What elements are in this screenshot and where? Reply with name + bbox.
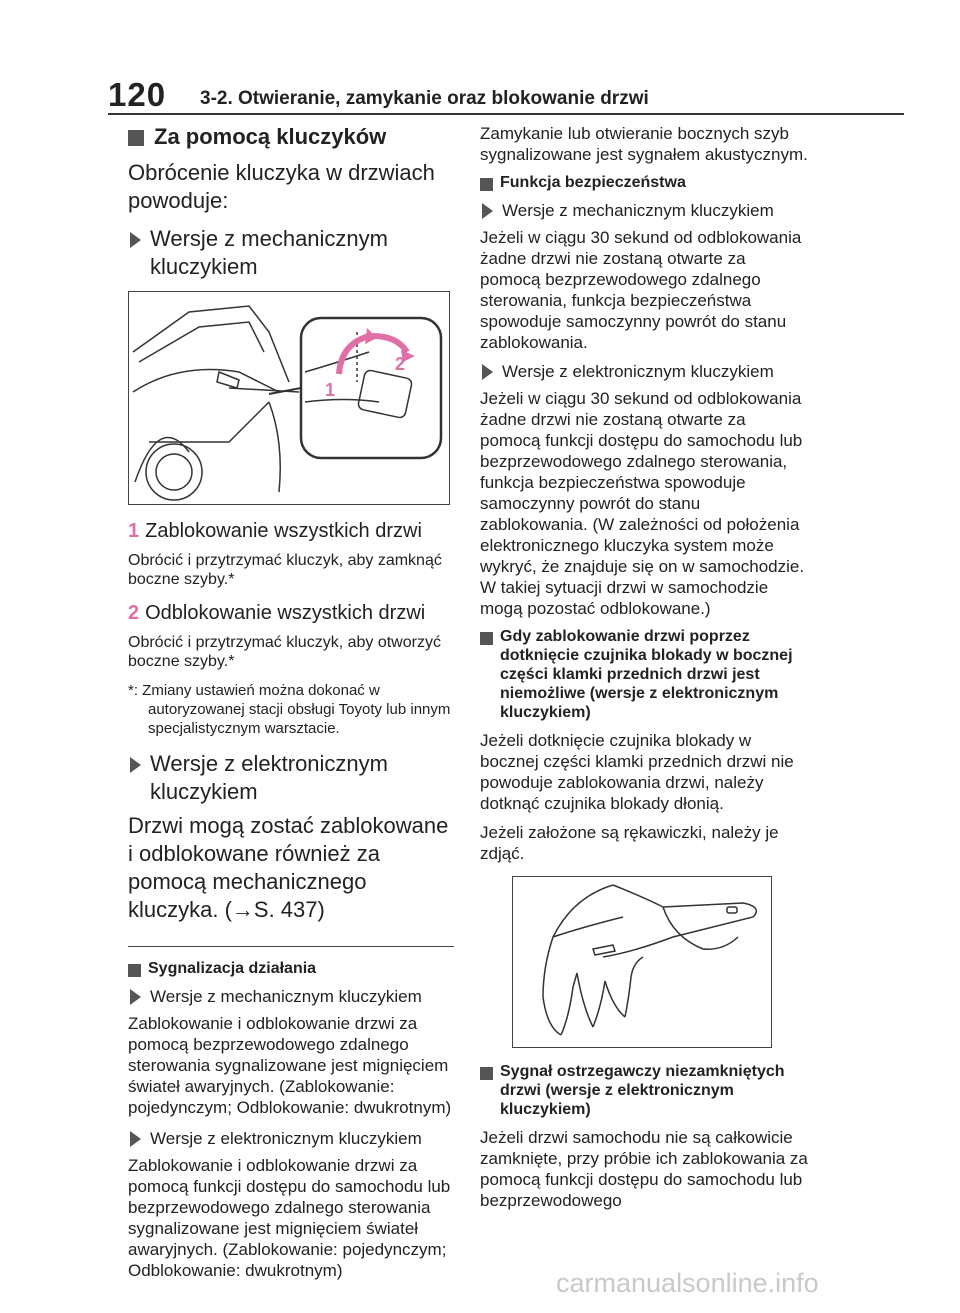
section-divider <box>128 946 454 947</box>
signal-subsection-electronic: Wersje z elektronicznym kluczykiem <box>128 1128 458 1149</box>
safety-electronic-text: Jeżeli w ciągu 30 sekund od odblokowania żadne drzwi nie zostaną otwarte za pomocą funkcji dostępu do samochodu lub bezprzewodowego zdalnego sterowania, funkcja bezpieczeństwa spowoduje samoczynny powrót do stanu zablokowania. (W zależności od położenia elektronicznego kluczyka system może wykryć, że znajduje się on w samochodzie. W takiej sytuacji drzwi w samochodzie mogą pozostać odblokowane.) <box>480 389 805 618</box>
car-door-key-drawing <box>129 292 449 504</box>
triangle-bullet-icon <box>482 203 493 219</box>
hand-on-door-handle-drawing <box>513 877 771 1047</box>
square-bullet-icon <box>480 632 493 645</box>
square-bullet-icon <box>128 130 144 146</box>
electronic-key-text: Drzwi mogą zostać zablokowane i odblokowane również za pomocą mechanicznego kluczyka. (→S. 437) <box>128 813 449 922</box>
item-1-text: Obrócić i przytrzymać kluczyk, aby zamknąć boczne szyby.* <box>128 552 442 588</box>
subsection-mechanical: Wersje z mechanicznym kluczykiem <box>128 225 458 281</box>
watermark: carmanualsonline.info <box>556 1268 819 1298</box>
right-intro-text: Zamykanie lub otwieranie bocznych szyb sygnalizowane jest sygnałem akustycznym. <box>480 124 808 164</box>
section-heading-signal: Sygnalizacja działania <box>128 959 458 978</box>
lock-sensor-text-2: Jeżeli założone są rękawiczki, należy je zdjąć. <box>480 823 779 863</box>
safety-mechanical-text: Jeżeli w ciągu 30 sekund od odblokowania żadne drzwi nie zostaną otwarte za pomocą bezprzewodowego zdalnego sterowania, funkcja bezpieczeństwa spowoduje samoczynny powrót do stanu zablokowania. <box>480 228 802 352</box>
header-rule <box>108 113 904 115</box>
safety-subsection-mechanical: Wersje z mechanicznym kluczykiem <box>480 200 810 221</box>
section-title: 3-2. Otwieranie, zamykanie oraz blokowanie drzwi <box>200 88 649 109</box>
left-column <box>128 123 458 1281</box>
door-handle-illustration <box>512 876 772 1048</box>
signal-electronic-text: Zablokowanie i odblokowanie drzwi za pomocą funkcji dostępu do samochodu lub bezprzewodowego zdalnego sterowania sygnalizowane jest mignięciem świateł awaryjnych. (Zablokowanie: pojedynczym; Odblokowanie: dwukrotnym) <box>128 1156 451 1280</box>
signal-mechanical-text: Zablokowanie i odblokowanie drzwi za pomocą bezprzewodowego zdalnego sterowania sygnalizowane jest mignięciem świateł awaryjnych. (Zablokowanie: pojedynczym; Odblokowanie: dwukrotnym) <box>128 1014 452 1117</box>
page-number: 120 <box>108 76 167 113</box>
triangle-bullet-icon <box>130 232 141 248</box>
triangle-bullet-icon <box>130 989 141 1005</box>
section-heading-safety: Funkcja bezpieczeństwa <box>480 173 810 192</box>
key-door-illustration <box>128 291 450 505</box>
item-2-title: 2 Odblokowanie wszystkich drzwi <box>128 602 426 624</box>
lock-sensor-text-1: Jeżeli dotknięcie czujnika blokady w bocznej części klamki przednich drzwi nie powoduje zablokowania drzwi, należy dotknąć czujnika blokady dłonią. <box>480 731 794 813</box>
intro-text: Obrócenie kluczyka w drzwiach powoduje: <box>128 160 435 213</box>
section-heading-lock-sensor: Gdy zablokowanie drzwi poprzez dotknięcie czujnika blokady w bocznej części klamki przednich drzwi jest niemożliwe (wersje z elektronicznym kluczykiem) <box>480 627 810 722</box>
right-column <box>480 123 810 1211</box>
subsection-electronic: Wersje z elektronicznym kluczykiem <box>128 750 458 806</box>
callout-2: 2 <box>395 354 406 374</box>
square-bullet-icon <box>480 1067 493 1080</box>
triangle-bullet-icon <box>482 364 493 380</box>
signal-subsection-mechanical: Wersje z mechanicznym kluczykiem <box>128 986 458 1007</box>
square-bullet-icon <box>480 178 493 191</box>
square-bullet-icon <box>128 964 141 977</box>
triangle-bullet-icon <box>130 757 141 773</box>
item-2-text: Obrócić i przytrzymać kluczyk, aby otworzyć boczne szyby.* <box>128 634 441 670</box>
section-heading-door-warning: Sygnał ostrzegawczy niezamkniętych drzwi (wersje z elektronicznym kluczykiem) <box>480 1062 810 1119</box>
safety-subsection-electronic: Wersje z elektronicznym kluczykiem <box>480 361 810 382</box>
triangle-bullet-icon <box>130 1131 141 1147</box>
footnote: *: Zmiany ustawień można dokonać w autoryzowanej stacji obsługi Toyoty lub innym specjalistycznym warsztacie. <box>128 682 451 737</box>
door-warning-text: Jeżeli drzwi samochodu nie są całkowicie zamknięte, przy próbie ich zablokowania za pomocą funkcji dostępu do samochodu lub bezprzewodowego <box>480 1128 808 1210</box>
callout-1: 1 <box>325 380 336 400</box>
page-header <box>0 0 960 113</box>
item-1-title: 1 Zablokowanie wszystkich drzwi <box>128 520 422 542</box>
section-heading-keys: Za pomocą kluczyków <box>128 123 458 151</box>
